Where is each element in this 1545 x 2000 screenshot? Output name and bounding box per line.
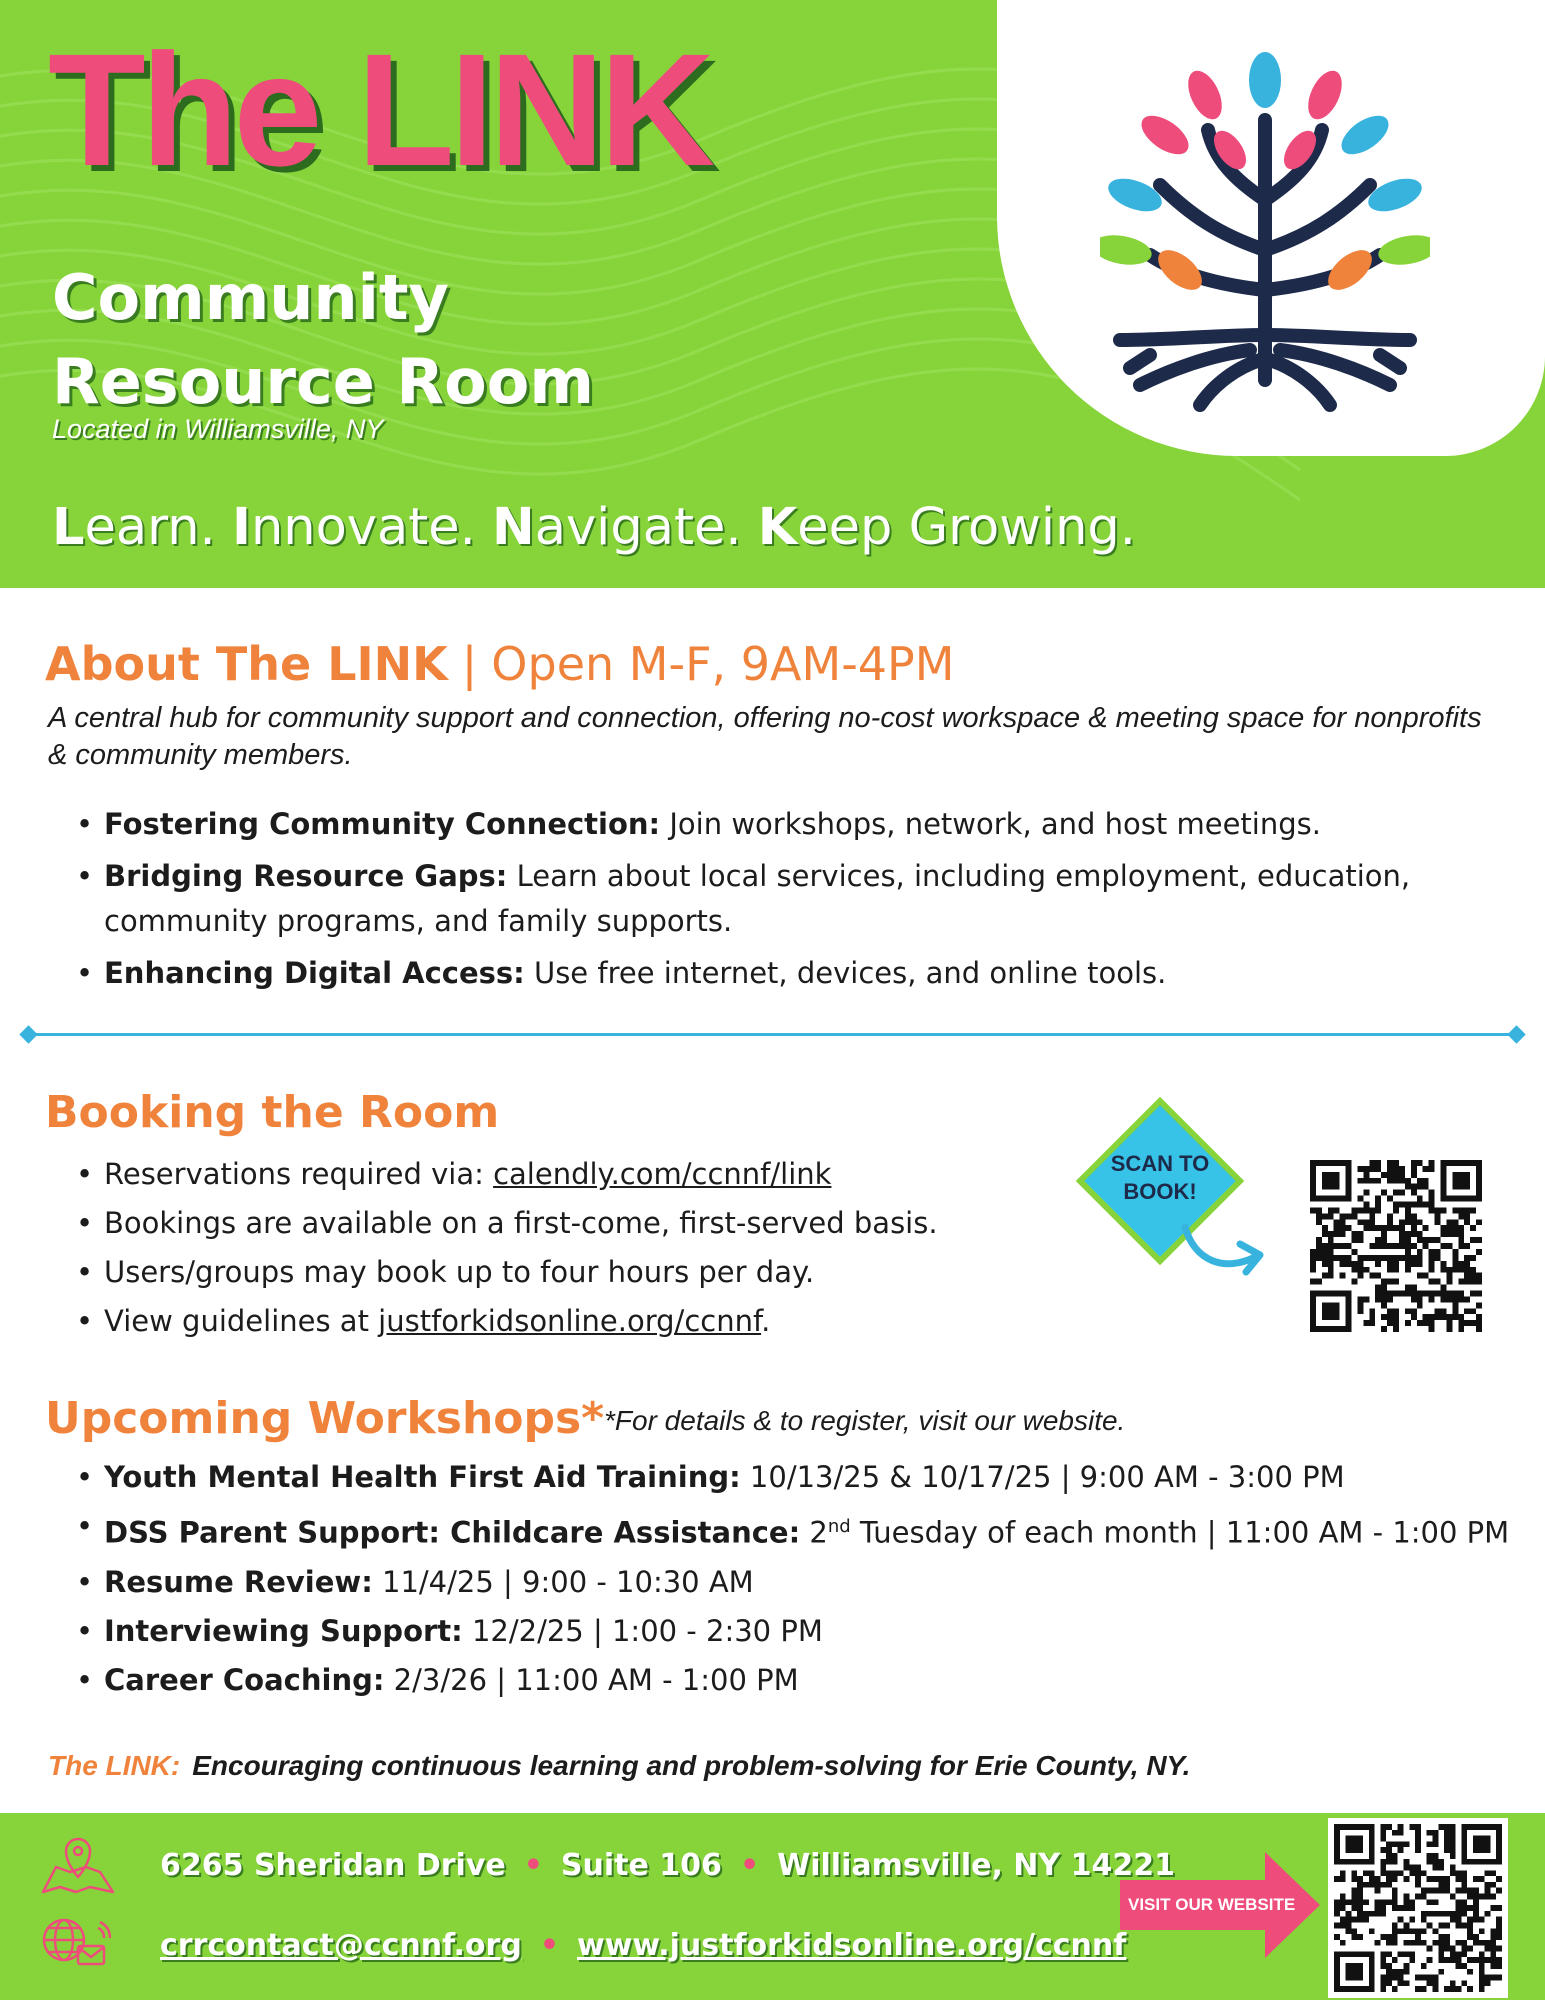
workshops-note: *For details & to register, visit our website. xyxy=(604,1405,1126,1436)
workshops-heading: Upcoming Workshops* xyxy=(45,1393,605,1444)
calendly-link[interactable]: calendly.com/ccnnf/link xyxy=(493,1157,832,1191)
bullet-separator: • xyxy=(539,1928,559,1963)
list-item xyxy=(76,802,1506,847)
open-hours: Open M-F, 9AM-4PM xyxy=(491,637,955,691)
item-text: 2/3/26 | 11:00 AM - 1:00 PM xyxy=(384,1662,799,1697)
item-text: 10/13/25 & 10/17/25 | 9:00 AM - 3:00 PM xyxy=(740,1460,1345,1494)
list-item xyxy=(76,1502,1536,1558)
tagline xyxy=(52,498,1136,557)
bullet-separator: • xyxy=(523,1848,543,1883)
list-item: • Bookings are available on a first-come, first-served basis. xyxy=(76,1199,1056,1248)
subtitle xyxy=(52,256,594,424)
about-list xyxy=(76,802,1506,1003)
tagline-initial-n: N xyxy=(492,498,535,557)
list-item xyxy=(76,1297,1056,1346)
bullet-separator: • xyxy=(739,1848,760,1883)
booking-heading: Booking the Room xyxy=(45,1087,500,1138)
email-link[interactable]: crrcontact@ccnnf.org xyxy=(160,1928,522,1963)
subtitle-line-1: Community xyxy=(52,261,449,334)
address-suite: Suite 106 xyxy=(560,1848,722,1883)
item-text: 2 xyxy=(800,1515,828,1550)
item-text: 12/2/25 | 1:00 - 2:30 PM xyxy=(462,1613,823,1648)
tagline-word-innovate: nnovate. xyxy=(250,498,493,557)
item-text: Join workshops, network, and host meetings. xyxy=(660,807,1321,841)
list-item xyxy=(76,1656,1536,1705)
tagline-initial-l: L xyxy=(52,498,85,557)
tagline-word-keep-growing: eep Growing. xyxy=(797,498,1136,557)
globe-mail-phone-icon xyxy=(38,1910,118,1974)
item-text: Learn about local services, including employment, education, community programs, and family supports. xyxy=(104,859,1411,938)
item-label: Resume Review: xyxy=(104,1564,373,1599)
tagline-initial-k: K xyxy=(757,498,798,557)
workshop-list xyxy=(76,1453,1536,1705)
address-city: Williamsville, NY 14221 xyxy=(777,1848,1175,1883)
list-item xyxy=(76,1607,1536,1656)
page-title: The LINK xyxy=(48,20,711,199)
item-label: Career Coaching: xyxy=(104,1662,385,1697)
map-pin-icon xyxy=(38,1837,118,1897)
section-divider xyxy=(25,1033,1520,1036)
list-item xyxy=(76,1150,1056,1199)
header-banner xyxy=(0,0,1545,588)
footer-address xyxy=(160,1848,1175,1883)
item-text: 11/4/25 | 9:00 - 10:30 AM xyxy=(372,1564,754,1599)
closing-statement xyxy=(48,1750,1190,1782)
item-text: Tuesday of each month | 11:00 AM - 1:00 PM xyxy=(850,1515,1510,1550)
about-heading xyxy=(45,637,955,691)
tree-logo-icon xyxy=(1100,50,1430,420)
list-item xyxy=(76,1453,1536,1502)
list-item xyxy=(76,854,1506,944)
scan-line-2: BOOK! xyxy=(1123,1179,1197,1204)
tagline-word-navigate: avigate. xyxy=(534,498,758,557)
item-label: Interviewing Support: xyxy=(104,1613,463,1648)
tagline-word-learn: earn. xyxy=(84,498,232,557)
website-qr-code-icon[interactable] xyxy=(1334,1824,1502,1992)
scan-to-book-label xyxy=(1080,1150,1240,1206)
list-item xyxy=(76,951,1506,996)
item-label: Fostering Community Connection: xyxy=(104,807,661,841)
curved-arrow-icon xyxy=(1180,1222,1270,1282)
closing-brand: The LINK: xyxy=(48,1750,181,1781)
item-label: DSS Parent Support: Childcare Assistance: xyxy=(104,1515,801,1550)
item-text: Use free internet, devices, and online tools. xyxy=(524,956,1167,990)
website-link[interactable]: www.justforkidsonline.org/ccnnf xyxy=(577,1928,1127,1963)
footer-contact xyxy=(160,1928,1126,1963)
ordinal-suffix: nd xyxy=(827,1516,851,1537)
booking-list xyxy=(76,1150,1056,1346)
visit-website-label[interactable]: VISIT OUR WEBSITE xyxy=(1128,1895,1296,1914)
list-item: • Users/groups may book up to four hours per day. xyxy=(76,1248,1056,1297)
item-text: Reservations required via: xyxy=(104,1157,494,1191)
list-item xyxy=(76,1558,1536,1607)
divider-dot-right xyxy=(1507,1025,1525,1043)
heading-separator: | xyxy=(461,637,478,691)
about-description: A central hub for community support and connection, offering no-cost workspace & meeting space for nonprofits & community members. xyxy=(48,702,1482,771)
closing-text: Encouraging continuous learning and problem-solving for Erie County, NY. xyxy=(192,1750,1191,1781)
item-label: Bridging Resource Gaps: xyxy=(104,859,508,893)
about-title: About The LINK xyxy=(45,637,448,691)
item-text: . xyxy=(761,1304,771,1338)
item-label: Youth Mental Health First Aid Training: xyxy=(104,1460,741,1494)
address-street: 6265 Sheridan Drive xyxy=(160,1848,506,1883)
location-text: Located in Williamsville, NY xyxy=(52,414,384,444)
divider-dot-left xyxy=(19,1025,37,1043)
scan-line-1: SCAN TO xyxy=(1110,1151,1210,1176)
booking-qr-code-icon[interactable] xyxy=(1310,1160,1482,1332)
guidelines-link[interactable]: justforkidsonline.org/ccnnf xyxy=(378,1304,762,1338)
tagline-initial-i: I xyxy=(231,498,251,557)
item-label: Enhancing Digital Access: xyxy=(104,956,525,990)
item-text: View guidelines at xyxy=(104,1304,379,1338)
subtitle-line-2: Resource Room xyxy=(52,345,594,418)
